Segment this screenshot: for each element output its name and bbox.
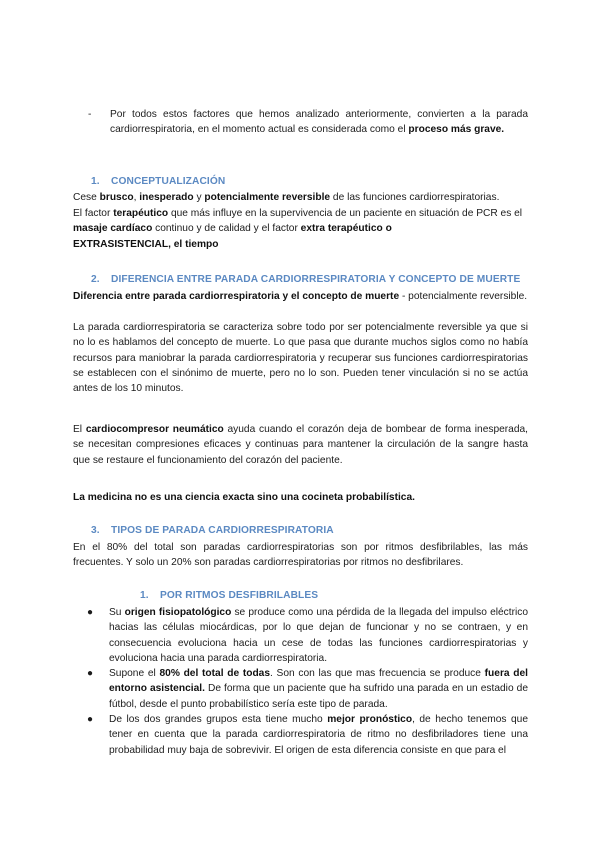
intro-bold: proceso más grave. [408,124,505,136]
section-1-heading: 1. CONCEPTUALIZACIÓN [91,176,226,187]
section-1-paragraph-2: El factor terapéutico que más influye en la supervivencia de un paciente en situación de PCR es el masaje cardíaco continuo y de calidad y el factor extra terapéutico o EXTRASISTENCIAL, el tiempo [73,208,523,250]
bullet-dot-icon: ● [87,714,94,726]
list-item: ● Supone el 80% del total de todas. Son con las que mas frecuencia se produce fuera del entorno asistencial. De forma que un paciente que ha sufrido una parada en un estadio de fútbol, desde el punto probabilístico sería este tipo de parada. [87,668,528,710]
bullet-dot-icon: ● [87,668,94,680]
intro-dash-item [88,107,528,138]
list-item: ● Su origen fisiopatológico se produce como una pérdida de la llegada del impulso eléctrico hacias las células miocárdicas, por lo que dejan de funcionar y no se contraen, y en consecuencia evoluciona hacia un cese de todas las funciones cardiorrespiratorias y evoluciona hacia una parada cardiorrespiratoria. [87,607,529,664]
section-3-heading: 3. TIPOS DE PARADA CARDIORRESPIRATORIA [91,525,334,536]
section-2-paragraph-2: La parada cardiorrespiratoria se caracteriza sobre todo por ser potencialmente reversible ya que si no lo es hablamos del concepto de muerte. Lo que pasa que durante muchos siglos como no había recursos para maniobrar la parada cardiorrespiratoria y recuperar sus funciones cardiorrespiratorias se establecen con el sinónimo de muerte, pero no lo son. Pueden tener vinculación si no se actúa antes de los 10 minutos. [73,322,528,395]
section-2-paragraph-4: La medicina no es una ciencia exacta sino una cocineta probabilística. [73,492,415,503]
section-1-paragraph-1: Cese brusco, inesperado y potencialmente reversible de las funciones cardiorrespiratorias. [73,192,500,203]
section-2-paragraph-3: El cardiocompresor neumático ayuda cuando el corazón deja de bombear de forma inesperada, se necesitan compresiones eficaces y continuas para mantener la circulación de la sangre hasta que se restaure el funcionamiento del corazón del paciente. [73,424,528,466]
section-3-paragraph: En el 80% del total son paradas cardiorrespiratorias son por ritmos desfibrilables, las más frecuentes. Y solo un 20% son paradas cardiorrespiratorias por ritmos no desfibrilares. [73,542,528,569]
list-item: ● De los dos grandes grupos esta tiene mucho mejor pronóstico, de hecho tenemos que tener en cuenta que la parada cardiorrespiratoria de ritmo no desfibriladores tiene una probabilidad muy baja de sobrevivir. El origen de esta diferencia consiste en que para el [87,714,528,756]
bullet-dot-icon: ● [87,607,94,618]
dash-bullet: - [88,109,92,120]
subsection-1-heading: 1. POR RITMOS DESFIBRILABLES [140,590,319,601]
bullet-list [73,605,528,758]
section-2-paragraph-1: Diferencia entre parada cardiorrespiratoria y el concepto de muerte - potencialmente reversible. [73,291,528,302]
intro-text: Por todos estos factores que hemos analizado anteriormente, convierten a la parada cardiorrespiratoria, en el momento actual es considerada como el [110,109,528,136]
section-2-heading: 2. DIFERENCIA ENTRE PARADA CARDIORRESPIRATORIA Y CONCEPTO DE MUERTE [91,274,521,285]
